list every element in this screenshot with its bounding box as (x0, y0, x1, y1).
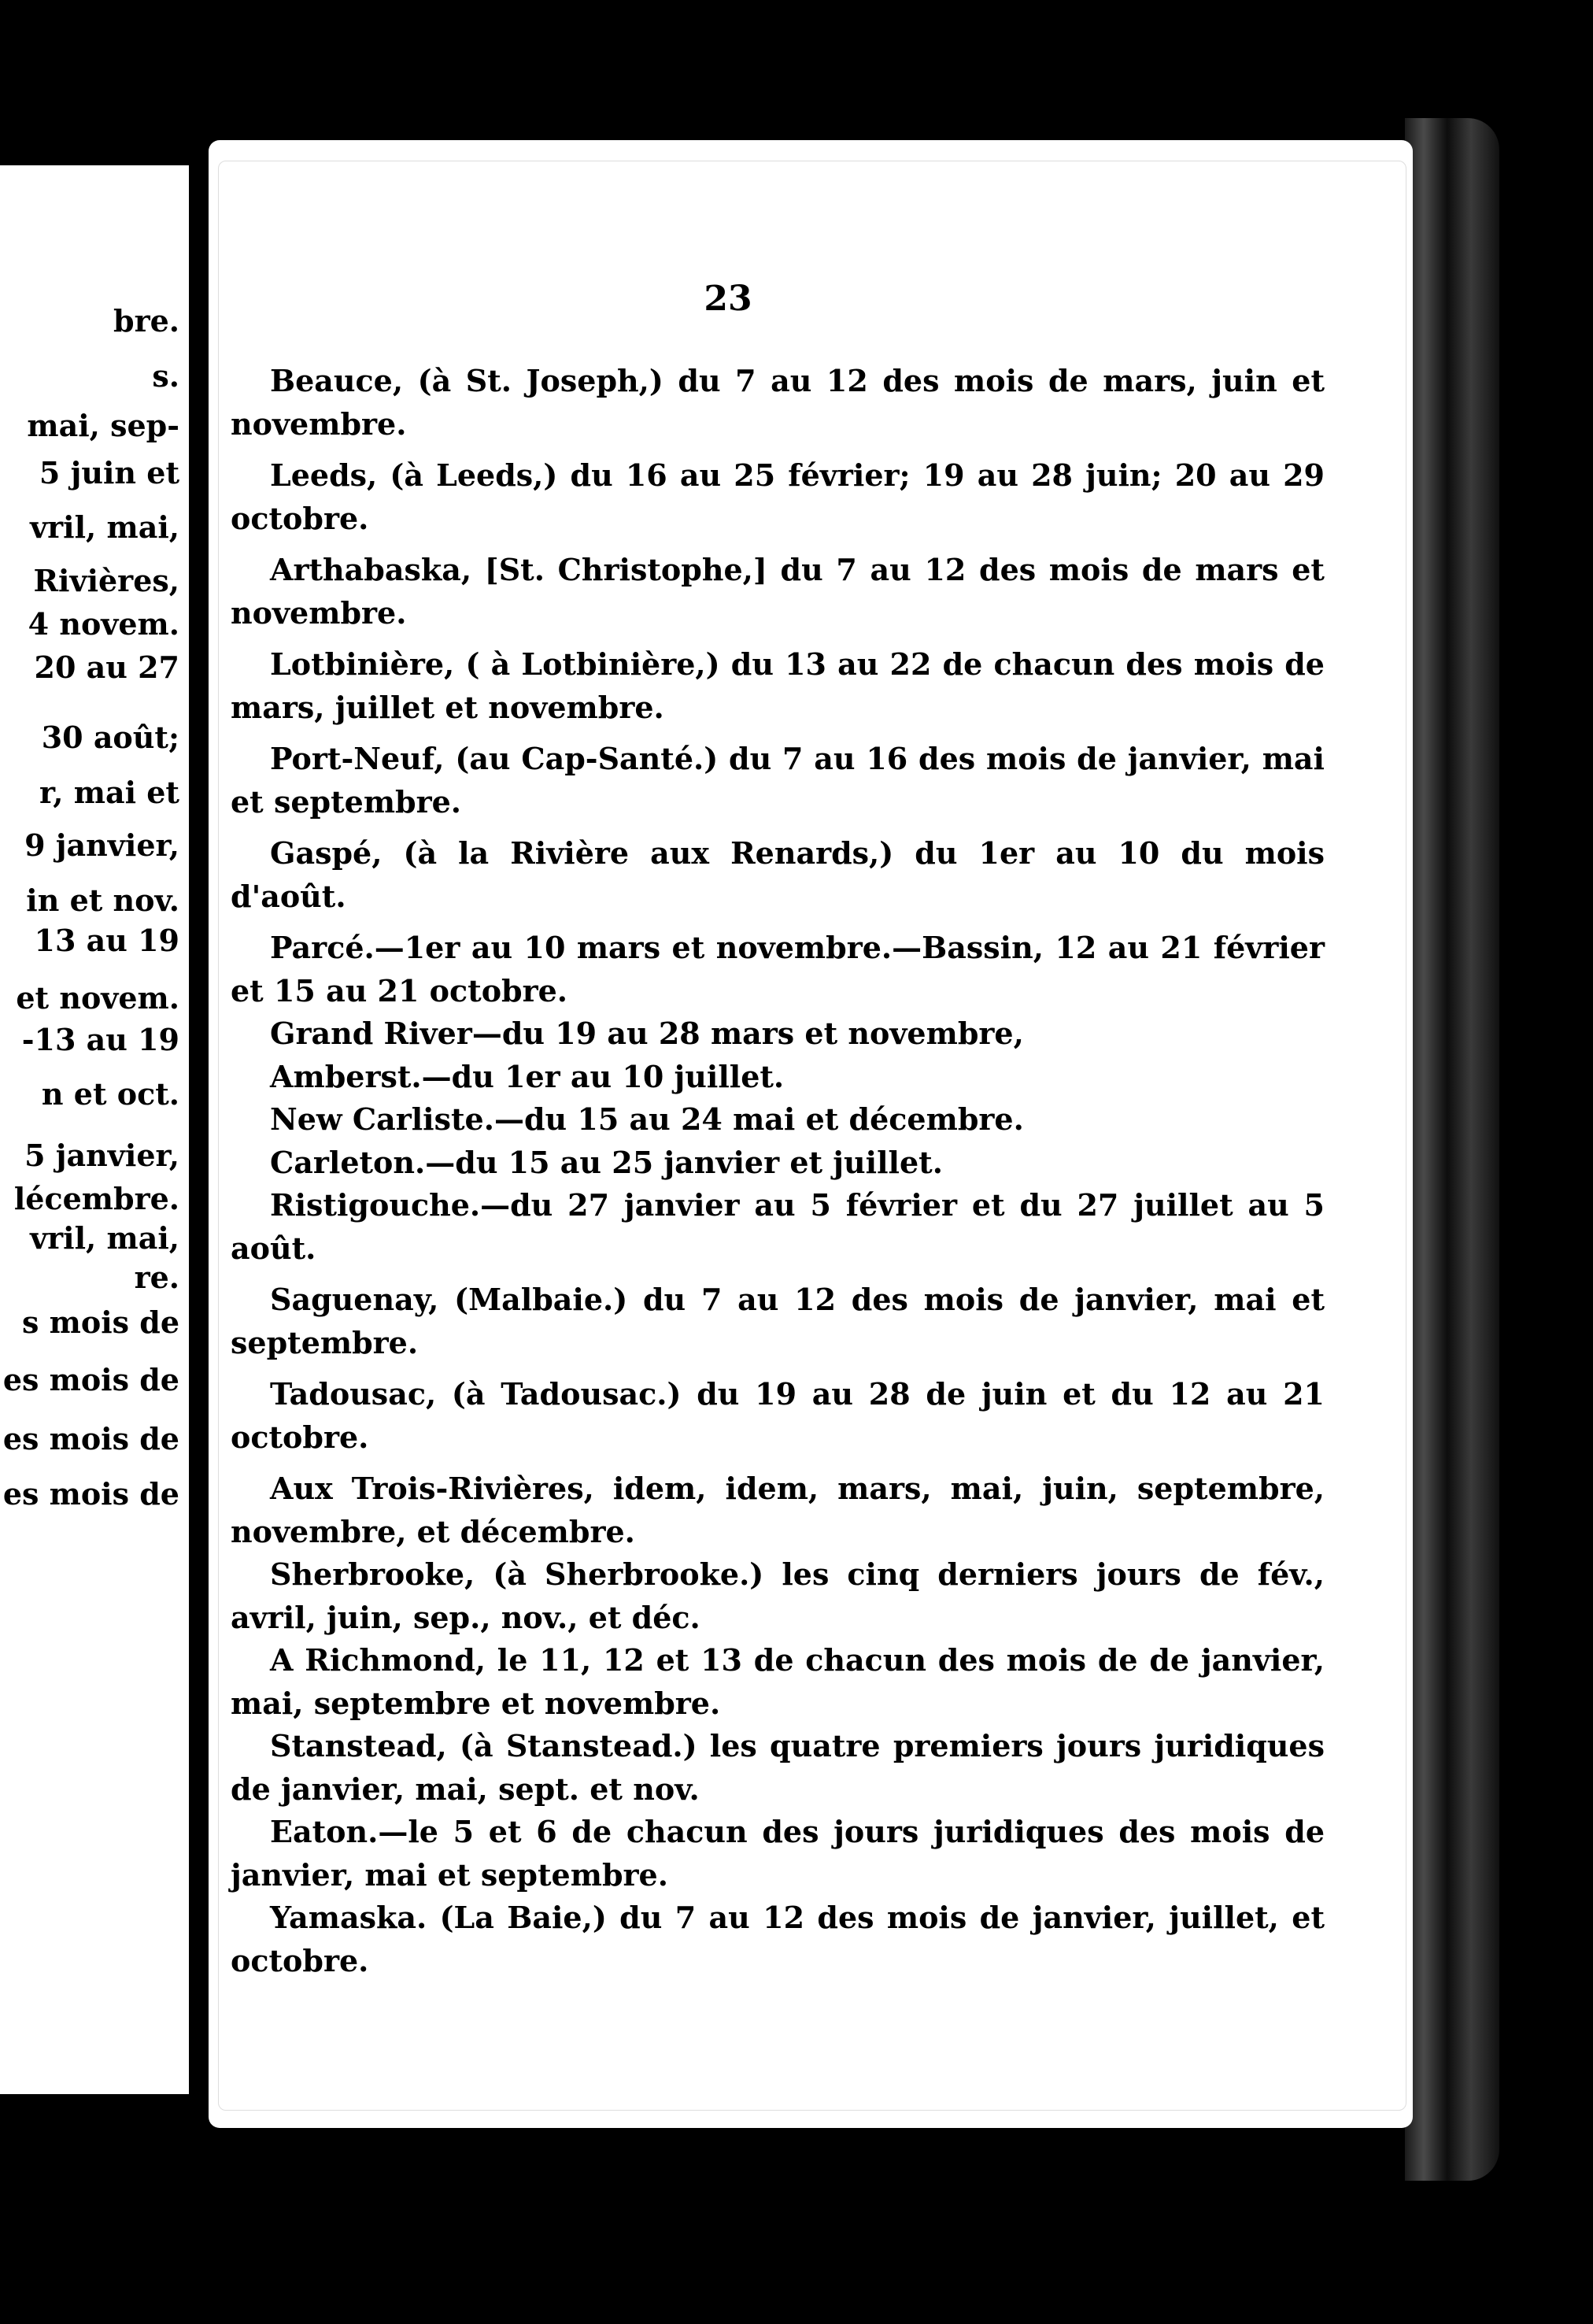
left-page-fragment: es mois de (2, 1362, 179, 1397)
left-page-fragment: re. (134, 1260, 179, 1295)
court-session-entry: Yamaska. (La Baie,) du 7 au 12 des mois de janvier, juillet, et octobre. (231, 1900, 1325, 1978)
left-page-fragment: n et oct. (41, 1076, 179, 1112)
book-gutter (189, 134, 211, 2126)
left-page-fragment: 4 novem. (28, 606, 179, 642)
court-session-entry: Parcé.—1er au 10 mars et novembre.—Bassin, 12 au 21 février et 15 au 21 octobre. (231, 930, 1325, 1008)
left-page-fragment: s. (152, 358, 179, 394)
court-session-entry: Lotbinière, ( à Lotbinière,) du 13 au 22 de chacun des mois de mars, juillet et novembre. (231, 646, 1325, 725)
court-session-entry: Leeds, (à Leeds,) du 16 au 25 février; 19 au 28 juin; 20 au 29 octobre. (231, 457, 1325, 536)
court-session-entry: Beauce, (à St. Joseph,) du 7 au 12 des mois de mars, juin et novembre. (231, 363, 1325, 442)
left-page-fragment: in et nov. (26, 883, 179, 918)
court-session-entry: Saguenay, (Malbaie.) du 7 au 12 des mois de janvier, mai et septembre. (231, 1282, 1325, 1360)
left-page-fragment: es mois de (2, 1421, 179, 1456)
court-session-entry: Sherbrooke, (à Sherbrooke.) les cinq derniers jours de fév., avril, juin, sep., nov., et déc. (231, 1556, 1325, 1635)
court-session-entry: Amberst.—du 1er au 10 juillet. (270, 1058, 785, 1094)
left-page-fragment: r, mai et (39, 775, 179, 810)
court-session-entry: New Carliste.—du 15 au 24 mai et décembre. (270, 1101, 1024, 1137)
left-page-fragment: 13 au 19 (34, 923, 179, 958)
left-page-fragment: 5 juin et (39, 455, 179, 490)
court-session-entry: Arthabaska, [St. Christophe,] du 7 au 12 des mois de mars et novembre. (231, 552, 1325, 631)
court-session-entry: Aux Trois-Rivières, idem, idem, mars, mai, juin, septembre, novembre, et décembre. (231, 1471, 1325, 1549)
court-session-entry: Stanstead, (à Stanstead.) les quatre premiers jours juridiques de janvier, mai, sept. et nov. (231, 1728, 1325, 1807)
page-entries (231, 351, 1325, 1982)
court-session-entry: Grand River—du 19 au 28 mars et novembre, (270, 1016, 1024, 1051)
left-page-fragment: mai, sep- (27, 408, 179, 443)
left-page-fragment: Rivières, (33, 563, 179, 598)
page-edge (1405, 118, 1499, 2181)
court-session-entry: Tadousac, (à Tadousac.) du 19 au 28 de juin et du 12 au 21 octobre. (231, 1376, 1325, 1455)
court-session-entry: Ristigouche.—du 27 janvier au 5 février et du 27 juillet au 5 août. (231, 1187, 1325, 1266)
left-page-fragment: es mois de (2, 1476, 179, 1512)
left-page-partial (0, 165, 190, 2094)
right-page (209, 140, 1413, 2128)
court-session-entry: Carleton.—du 15 au 25 janvier et juillet. (270, 1144, 943, 1180)
left-page-fragment: vril, mai, (30, 1220, 179, 1256)
left-page-fragment: 20 au 27 (34, 649, 179, 685)
left-page-fragment: 5 janvier, (24, 1138, 179, 1173)
page-number: 23 (704, 279, 752, 319)
left-page-fragment: 9 janvier, (24, 827, 179, 863)
left-page-fragment: -13 au 19 (21, 1022, 179, 1057)
left-page-fragment: vril, mai, (30, 509, 179, 545)
court-session-entry: Eaton.—le 5 et 6 de chacun des jours juridiques des mois de janvier, mai et septembre. (231, 1814, 1325, 1893)
court-session-entry: Gaspé, (à la Rivière aux Renards,) du 1er au 10 du mois d'août. (231, 835, 1325, 914)
left-page-fragment: lécembre. (13, 1181, 179, 1216)
left-page-fragment: 30 août; (41, 720, 179, 755)
court-session-entry: Port-Neuf, (au Cap-Santé.) du 7 au 16 des mois de janvier, mai et septembre. (231, 741, 1325, 820)
left-page-fragment: bre. (113, 303, 179, 339)
court-session-entry: A Richmond, le 11, 12 et 13 de chacun des mois de de janvier, mai, septembre et novembre. (231, 1642, 1325, 1721)
left-page-fragment: s mois de (22, 1304, 179, 1340)
left-page-fragment: et novem. (16, 980, 179, 1016)
